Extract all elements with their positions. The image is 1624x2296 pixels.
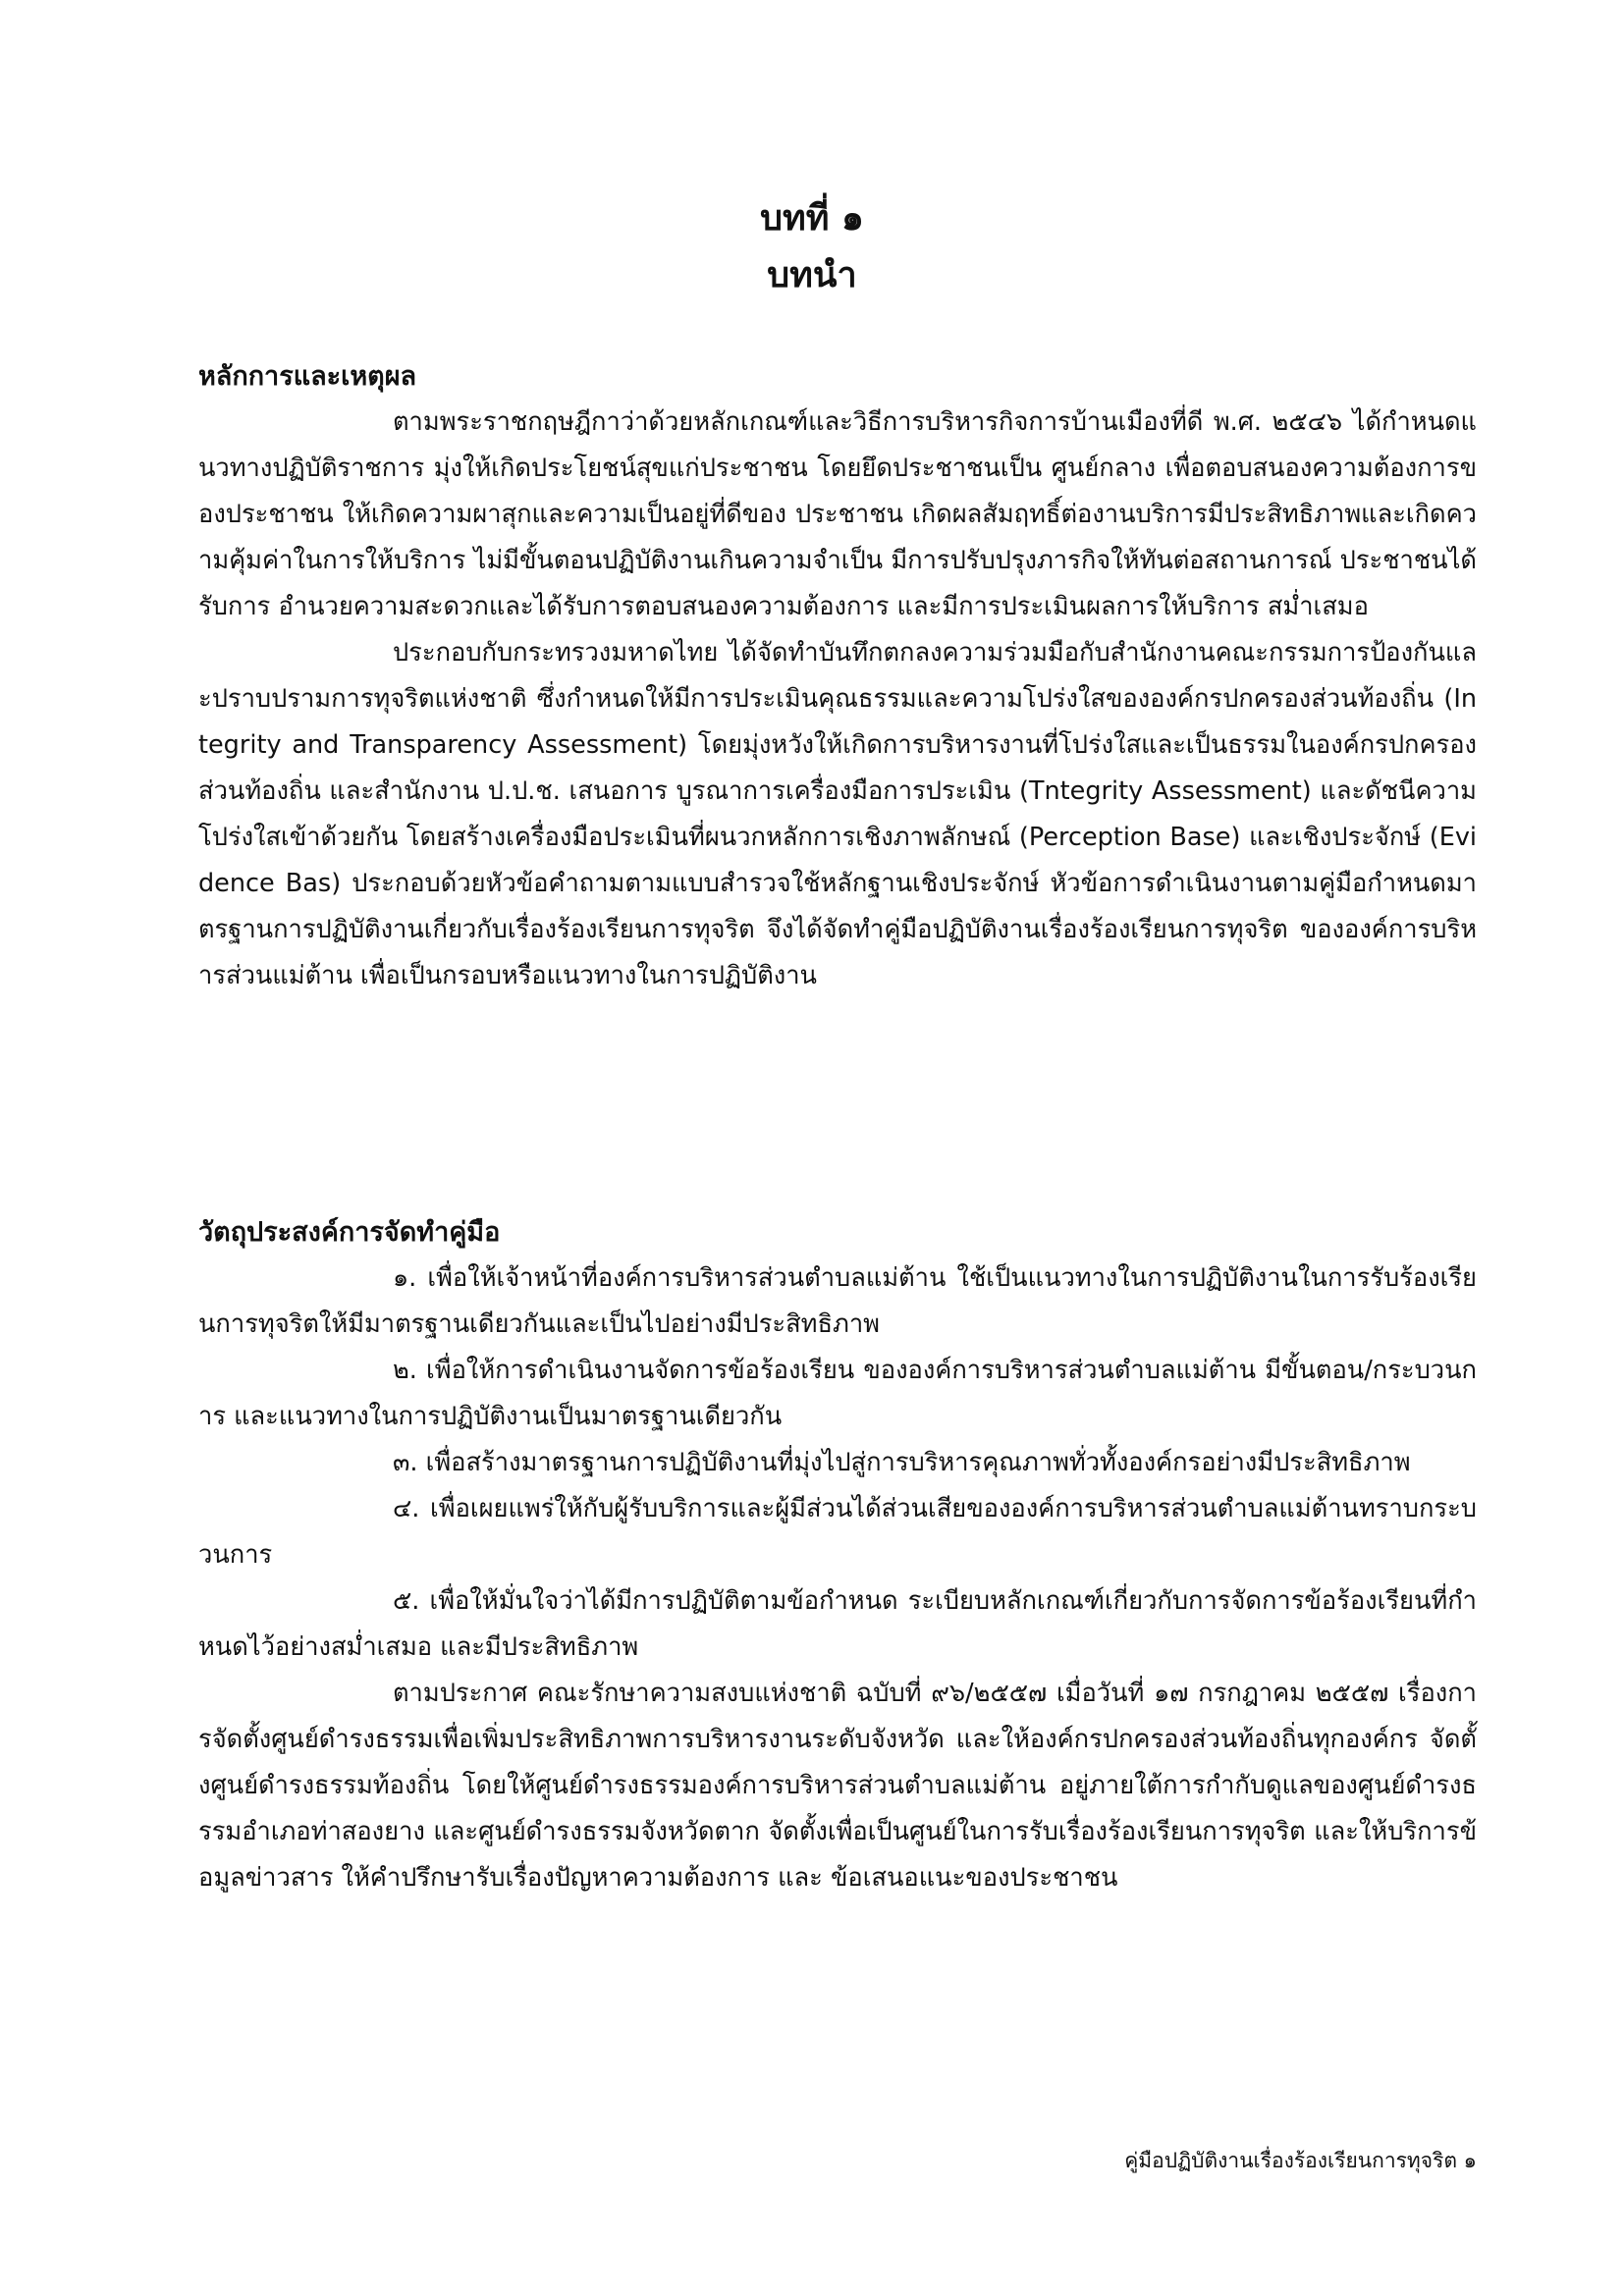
page-footer: คู่มือปฏิบัติงานเรื่องร้องเรียนการทุจริต ๑ bbox=[1124, 2149, 1477, 2172]
objective-item-5: ๕. เพื่อให้มั่นใจว่าได้มีการปฏิบัติตามข้อกำหนด ระเบียบหลักเกณฑ์เกี่ยวกับการจัดการข้อร้องเรียนที่กำหนดไว้อย่างสม่ำเสมอ และมีประสิทธิภาพ bbox=[198, 1586, 1477, 1662]
chapter-number: บทที่ ๑ bbox=[760, 198, 864, 239]
paragraph-rationale-2: ประกอบกับกระทรวงมหาดไทย ได้จัดทำบันทึกตกลงความร่วมมือกับสำนักงานคณะกรรมการป้องกันและปราบปรามการทุจริตแห่งชาติ ซึ่งกำหนดให้มีการประเมินคุณธรรมและความโปร่งใสขององค์กรปกครองส่วนท้องถิ่น (Integrity and Transparency Assessment) โดยมุ่งหวังให้เกิดการบริหารงานที่โปร่งใสและเป็นธรรมในองค์กรปกครองส่วนท้องถิ่น และสำนักงาน ป.ป.ช. เสนอการ บูรณาการเครื่องมือการประเมิน (Tntegrity Assessment) และดัชนีความโปร่งใสเข้าด้วยกัน โดยสร้างเครื่องมือประเมินที่ผนวกหลักการเชิงภาพลักษณ์ (Perception Base) และเชิงประจักษ์ (Evidence Bas) ประกอบด้วยหัวข้อคำถามตามแบบสำรวจใช้หลักฐานเชิงประจักษ์ หัวข้อการดำเนินงานตามคู่มือกำหนดมาตรฐานการปฏิบัติงานเกี่ยวกับเรื่องร้องเรียนการทุจริต จึงได้จัดทำคู่มือปฏิบัติงานเรื่องร้องเรียนการทุจริต ขององค์การบริหารส่วนแม่ต้าน เพื่อเป็นกรอบหรือแนวทางในการปฏิบัติงาน bbox=[198, 638, 1477, 990]
objective-item-1: ๑. เพื่อให้เจ้าหน้าที่องค์การบริหารส่วนตำบลแม่ต้าน ใช้เป็นแนวทางในการปฏิบัติงานในการรับร้องเรียนการทุจริตให้มีมาตรฐานเดียวกันและเป็นไปอย่างมีประสิทธิภาพ bbox=[198, 1263, 1477, 1339]
objective-item-4: ๔. เพื่อเผยแพร่ให้กับผู้รับบริการและผู้มีส่วนได้ส่วนเสียขององค์การบริหารส่วนตำบลแม่ต้านทราบกระบวนการ bbox=[198, 1494, 1477, 1570]
section-heading-rationale: หลักการและเหตุผล bbox=[198, 361, 417, 392]
section-rationale bbox=[198, 353, 1477, 999]
objective-item-2: ๒. เพื่อให้การดำเนินงานจัดการข้อร้องเรียน ขององค์การบริหารส่วนตำบลแม่ต้าน มีขั้นตอน/กระบวนการ และแนวทางในการปฏิบัติงานเป็นมาตรฐานเดียวกัน bbox=[198, 1356, 1477, 1431]
section-objectives bbox=[198, 1209, 1477, 1901]
paragraph-rationale-1: ตามพระราชกฤษฎีกาว่าด้วยหลักเกณฑ์และวิธีการบริหารกิจการบ้านเมืองที่ดี พ.ศ. ๒๕๔๖ ได้กำหนดแนวทางปฏิบัติราชการ มุ่งให้เกิดประโยชน์สุขแก่ประชาชน โดยยึดประชาชนเป็น ศูนย์กลาง เพื่อตอบสนองความต้องการของประชาชน ให้เกิดความผาสุกและความเป็นอยู่ที่ดีของ ประชาชน เกิดผลสัมฤทธิ์ต่องานบริการมีประสิทธิภาพและเกิดความคุ้มค่าในการให้บริการ ไม่มีขั้นตอนปฏิบัติงานเกินความจำเป็น มีการปรับปรุงภารกิจให้ทันต่อสถานการณ์ ประชาชนได้รับการ อำนวยความสะดวกและได้รับการตอบสนองความต้องการ และมีการประเมินผลการให้บริการ สม่ำเสมอ bbox=[198, 407, 1477, 621]
chapter-title: บทนำ bbox=[767, 255, 857, 295]
paragraph-announcement: ตามประกาศ คณะรักษาความสงบแห่งชาติ ฉบับที่ ๙๖/๒๕๕๗ เมื่อวันที่ ๑๗ กรกฎาคม ๒๕๕๗ เรื่องการจัดตั้งศูนย์ดำรงธรรมเพื่อเพิ่มประสิทธิภาพการบริหารงานระดับจังหวัด และให้องค์กรปกครองส่วนท้องถิ่นทุกองค์กร จัดตั้งศูนย์ดำรงธรรมท้องถิ่น โดยให้ศูนย์ดำรงธรรมองค์การบริหารส่วนตำบลแม่ต้าน อยู่ภายใต้การกำกับดูแลของศูนย์ดำรงธรรมอำเภอท่าสองยาง และศูนย์ดำรงธรรมจังหวัดตาก จัดตั้งเพื่อเป็นศูนย์ในการรับเรื่องร้องเรียนการทุจริต และให้บริการข้อมูลข่าวสาร ให้คำปรึกษารับเรื่องปัญหาความต้องการ และ ข้อเสนอแนะของประชาชน bbox=[198, 1679, 1477, 1893]
objective-item-3: ๓. เพื่อสร้างมาตรฐานการปฏิบัติงานที่มุ่งไปสู่การบริหารคุณภาพทั่วทั้งองค์กรอย่างมีประสิทธิภาพ bbox=[393, 1448, 1411, 1477]
section-heading-objectives: วัตถุประสงค์การจัดทำคู่มือ bbox=[198, 1217, 501, 1248]
